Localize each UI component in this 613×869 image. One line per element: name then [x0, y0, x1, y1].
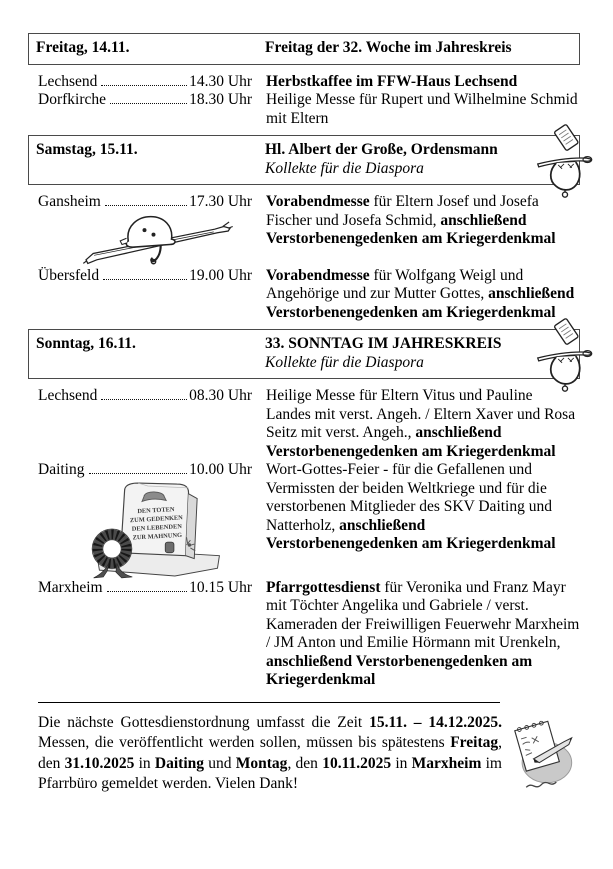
leader-dots [110, 103, 187, 104]
place-label: Übersfeld [38, 266, 100, 284]
time-label: 18.30 Uhr [189, 91, 252, 108]
writing-pad-with-pen-icon [510, 715, 580, 797]
section-samstag [28, 135, 580, 322]
section-header-box [28, 33, 580, 65]
event-row [28, 579, 580, 690]
time-label: 19.00 Uhr [189, 266, 252, 284]
section-title: Hl. Albert der Große, Ordensmann [265, 141, 498, 158]
section-sonntag [28, 329, 580, 690]
time-label: 14.30 Uhr [189, 72, 252, 90]
event-row [28, 193, 580, 267]
event-row [28, 267, 580, 323]
memorial-text-line: ZUR MAHNUNG [132, 531, 183, 541]
section-freitag [28, 33, 580, 128]
time-label: 10.00 Uhr [189, 461, 252, 478]
event-row [28, 73, 580, 92]
place-label: Lechsend [38, 387, 98, 404]
section-date: Freitag, 14.11. [36, 39, 130, 56]
place-label: Daiting [38, 461, 85, 478]
memorial-text-line: DEN TOTEN [137, 505, 175, 515]
event-description: Wort-Gottes-Feier - für die Gefallenen und Vermissten der beiden Weltkriege und für die verstorbenen Mitglieder des SKV Daiting und Natterholz, anschließend Verstorbenengedenken am Kriegerdenkmal [266, 461, 556, 552]
event-row [28, 91, 580, 128]
event-description: Vorabendmesse für Eltern Josef und Josefa Fischer und Josefa Schmid, anschließend Verstorbenengedenken am Kriegerdenkmal [266, 193, 556, 247]
leader-dots [105, 205, 187, 206]
section-date: Samstag, 15.11. [36, 141, 138, 158]
section-subtitle: Kollekte für die Diaspora [265, 159, 424, 177]
place-label: Lechsend [38, 72, 98, 90]
leader-dots [107, 591, 188, 592]
leader-dots [89, 473, 188, 474]
memorial-text-line: ZUM GEDENKEN [129, 513, 184, 524]
section-header-box [28, 135, 580, 185]
footer-divider [38, 702, 500, 703]
leader-dots [101, 399, 187, 400]
event-description: Vorabendmesse für Wolfgang Weigl und Angehörige und zur Mutter Gottes, anschließend Verstorbenengedenken am Kriegerdenkmal [266, 266, 575, 321]
helmet-on-rifle-war-memorial-icon [78, 213, 238, 267]
bulletin-page [28, 0, 580, 797]
leader-dots [103, 279, 187, 280]
kollekte-collection-bag-icon [535, 124, 595, 200]
place-label: Gansheim [38, 193, 101, 210]
section-subtitle: Kollekte für die Diaspora [265, 353, 424, 371]
section-header-box [28, 329, 580, 379]
place-label: Marxheim [38, 578, 103, 596]
event-description: Herbstkaffee im FFW-Haus Lechsend [266, 72, 518, 90]
time-label: 08.30 Uhr [189, 387, 252, 404]
section-title: Freitag der 32. Woche im Jahreskreis [265, 39, 512, 56]
event-row [28, 387, 580, 461]
memorial-text-line: DEN LEBENDEN [131, 522, 183, 533]
place-label: Dorfkirche [38, 91, 106, 108]
event-description: Pfarrgottesdienst für Veronika und Franz Mayr mit Töchter Angelika und Gabriele / verst. Kameraden der Freiwilligen Feuerwehr Marxheim / JM Anton und Emilie Hörmann mit Urenkeln, anschließend Verstorbenengedenken am Kriegerdenkmal [266, 578, 580, 688]
footer-note [28, 713, 580, 797]
event-description: Heilige Messe für Rupert und Wilhelmine Schmid mit Eltern [266, 91, 578, 127]
section-title: 33. SONNTAG IM JAHRESKREIS [265, 335, 502, 352]
kollekte-collection-bag-icon [535, 318, 595, 394]
leader-dots [101, 85, 187, 86]
time-label: 17.30 Uhr [189, 193, 252, 210]
event-row [28, 461, 580, 579]
war-memorial-gravestone-icon [82, 481, 232, 579]
footer-paragraph: Die nächste Gottesdienstordnung umfasst die Zeit 15.11. – 14.12.2025. Messen, die veröffentlicht werden sollen, müssen bis spätestens Freitag, den 31.10.2025 in Daiting und Montag, den 10.11.2025 in Marxheim im Pfarrbüro gemeldet werden. Vielen Dank! [38, 713, 502, 792]
event-description: Heilige Messe für Eltern Vitus und Pauline Landes mit verst. Angeh. / Eltern Xaver und Rosa Seitz mit verst. Angeh., anschließend Verstorbenengedenken am Kriegerdenkmal [266, 387, 576, 460]
section-date: Sonntag, 16.11. [36, 335, 136, 352]
time-label: 10.15 Uhr [189, 578, 252, 596]
